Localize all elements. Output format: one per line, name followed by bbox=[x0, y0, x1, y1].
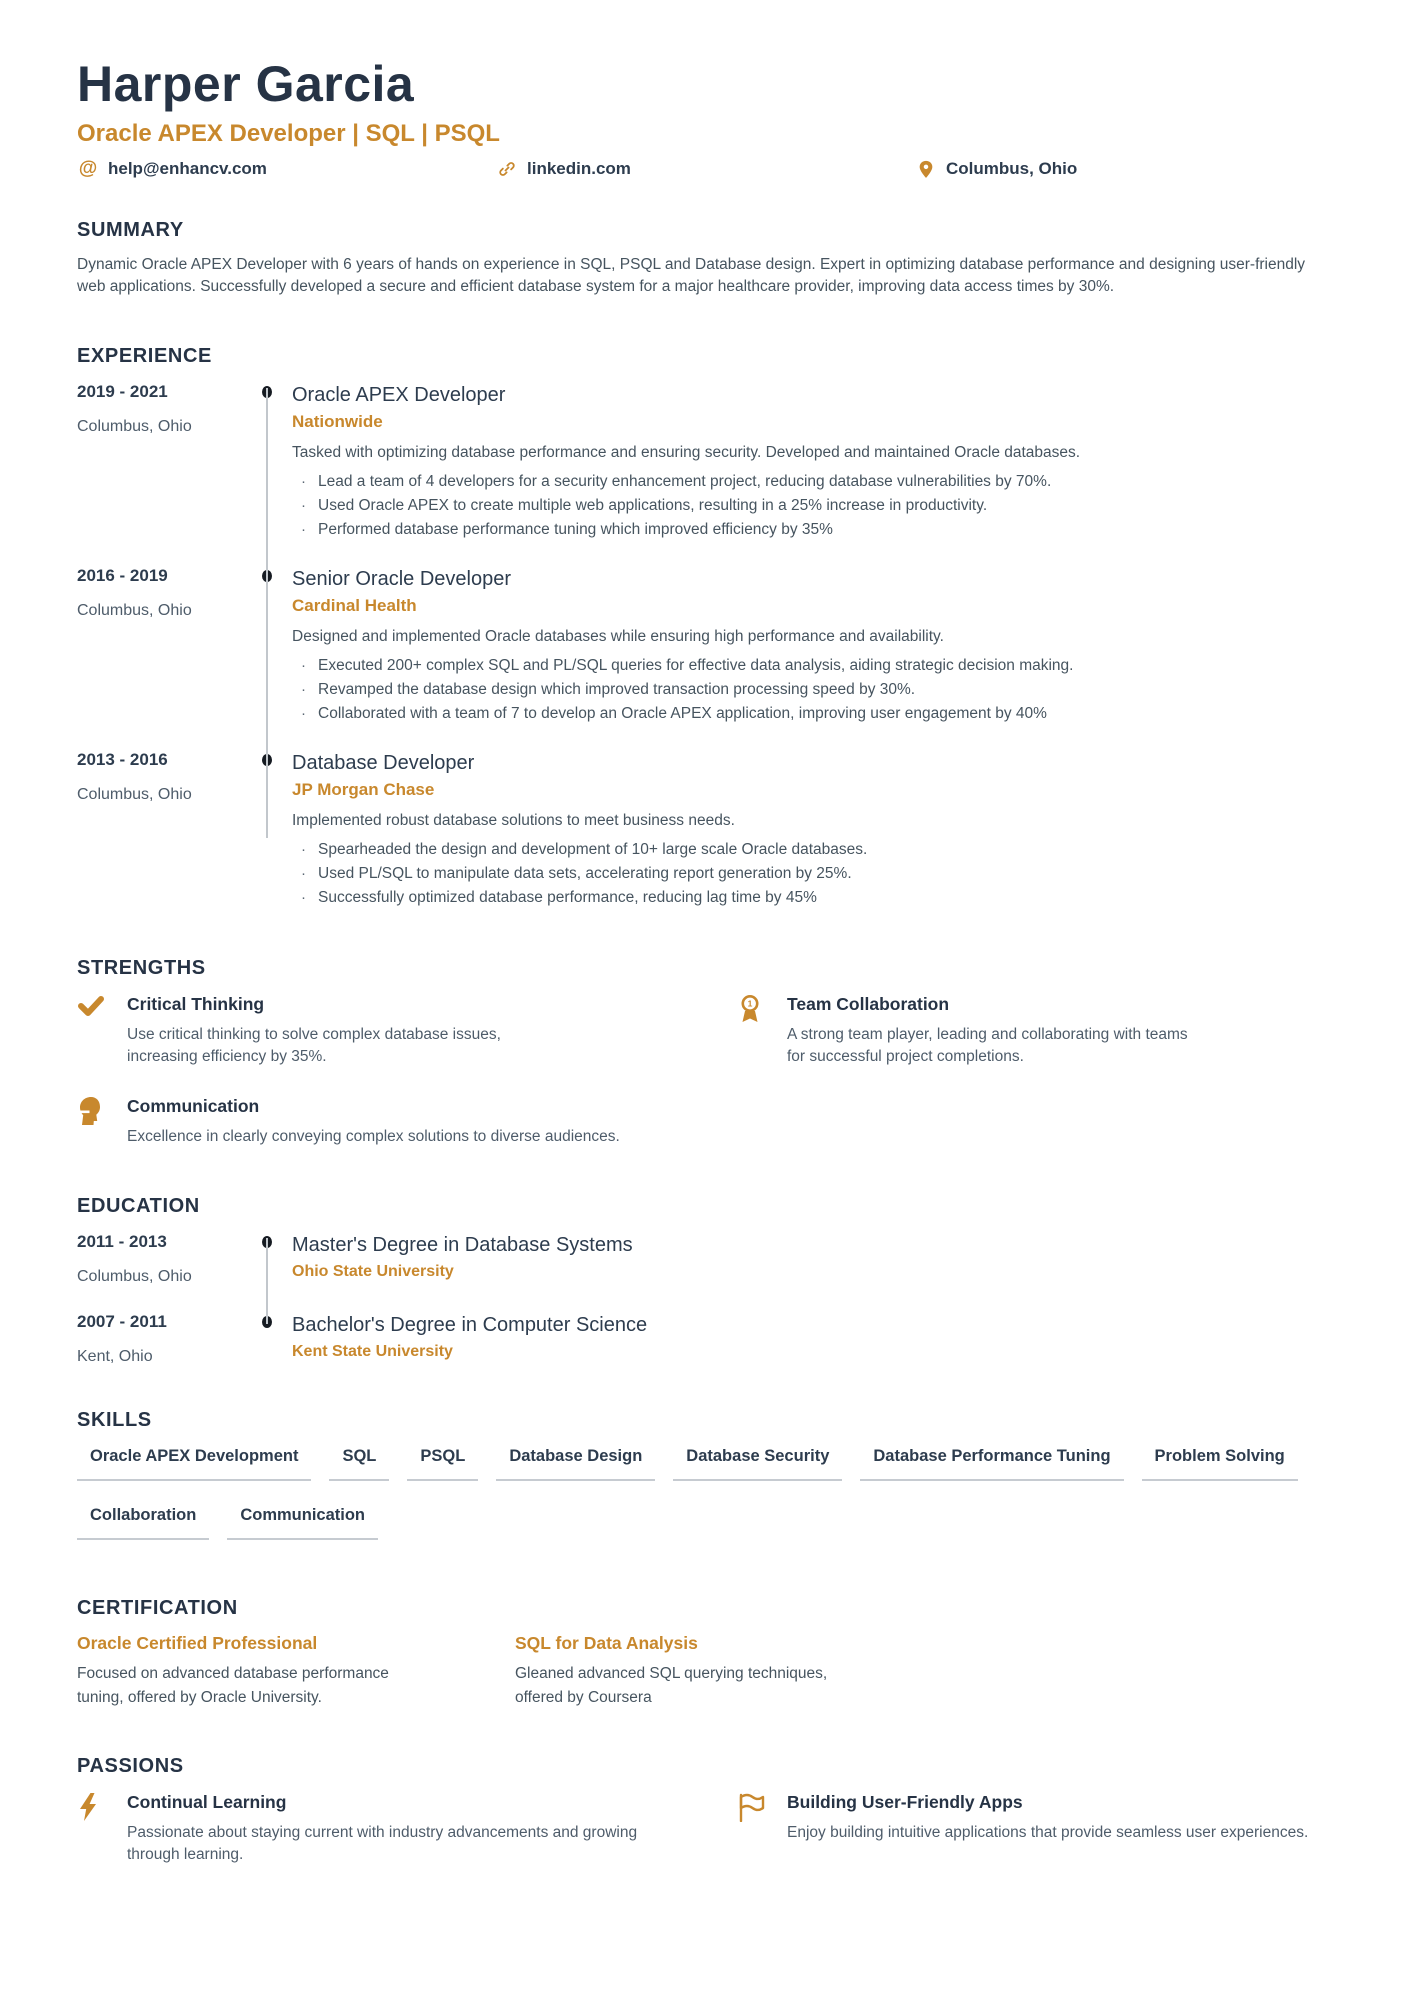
timeline-gutter bbox=[266, 566, 292, 726]
job-title: Senior Oracle Developer bbox=[292, 568, 511, 590]
strengths-heading: STRENGTHS bbox=[77, 957, 206, 979]
entry-location: Columbus, Ohio bbox=[77, 602, 192, 619]
job-description: Designed and implemented Oracle databases while ensuring high performance and availability. bbox=[292, 628, 944, 645]
degree-title: Master's Degree in Database Systems bbox=[292, 1234, 633, 1256]
svg-text:1: 1 bbox=[747, 998, 753, 1009]
strength-item bbox=[77, 992, 737, 1068]
strength-item bbox=[737, 992, 1333, 1068]
entry-meta bbox=[77, 1232, 266, 1288]
education-section bbox=[77, 1194, 1333, 1368]
experience-entries bbox=[77, 382, 1333, 910]
company-name: Cardinal Health bbox=[292, 596, 417, 615]
strength-description: A strong team player, leading and collaborating with teams for successful project completions. bbox=[787, 1026, 1188, 1065]
job-bullets bbox=[292, 654, 1333, 726]
job-title: Oracle APEX Developer bbox=[292, 384, 506, 406]
school-name: Kent State University bbox=[292, 1343, 453, 1360]
strength-body bbox=[127, 992, 737, 1068]
school-name: Ohio State University bbox=[292, 1263, 454, 1280]
certification-description: Gleaned advanced SQL querying techniques, offered by Coursera bbox=[515, 1665, 828, 1706]
skill-tag: Communication bbox=[227, 1505, 378, 1540]
flag-icon bbox=[737, 1790, 767, 1866]
passions-section bbox=[77, 1754, 1333, 1866]
strength-description: Excellence in clearly conveying complex solutions to diverse audiences. bbox=[127, 1128, 620, 1145]
entry-location: Columbus, Ohio bbox=[77, 1268, 192, 1285]
bullet-item: · Spearheaded the design and development of 10+ large scale Oracle databases. bbox=[292, 838, 1333, 862]
strength-title: Critical Thinking bbox=[127, 994, 265, 1014]
certification-description: Focused on advanced database performance tuning, offered by Oracle University. bbox=[77, 1665, 389, 1706]
strengths-grid bbox=[77, 992, 1333, 1148]
company-name: Nationwide bbox=[292, 412, 383, 431]
passion-item bbox=[77, 1790, 737, 1866]
skill-tag: Database Security bbox=[673, 1446, 842, 1481]
certification-item bbox=[77, 1632, 515, 1710]
check-icon bbox=[77, 992, 107, 1068]
experience-heading: EXPERIENCE bbox=[77, 345, 212, 367]
entry-meta bbox=[77, 566, 266, 726]
strength-title: Communication bbox=[127, 1096, 260, 1116]
bullet-marker: · bbox=[301, 841, 306, 858]
bullet-marker: · bbox=[301, 865, 306, 882]
certification-heading: CERTIFICATION bbox=[77, 1597, 238, 1619]
entry-dates: 2016 - 2019 bbox=[77, 566, 168, 585]
entry-meta bbox=[77, 750, 266, 910]
contact-linkedin-text: linkedin.com bbox=[527, 159, 631, 178]
degree-title: Bachelor's Degree in Computer Science bbox=[292, 1314, 648, 1336]
timeline-gutter bbox=[266, 382, 292, 542]
skill-tag: Database Performance Tuning bbox=[860, 1446, 1123, 1481]
passion-description: Enjoy building intuitive applications that provide seamless user experiences. bbox=[787, 1824, 1309, 1841]
strength-title: Team Collaboration bbox=[787, 994, 950, 1014]
entry-meta bbox=[77, 1312, 266, 1368]
timeline-line bbox=[266, 388, 268, 838]
job-title: Database Developer bbox=[292, 752, 475, 774]
summary-heading: SUMMARY bbox=[77, 219, 184, 241]
bullet-item: · Executed 200+ complex SQL and PL/SQL queries for effective data analysis, aiding strategic decision making. bbox=[292, 654, 1333, 678]
skills-heading: SKILLS bbox=[77, 1409, 152, 1431]
passion-body bbox=[787, 1790, 1333, 1866]
skills-section bbox=[77, 1408, 1333, 1540]
entry-body bbox=[292, 1232, 1333, 1288]
company-name: JP Morgan Chase bbox=[292, 780, 435, 799]
bullet-item: · Used PL/SQL to manipulate data sets, accelerating report generation by 25%. bbox=[292, 862, 1333, 886]
experience-section bbox=[77, 344, 1333, 910]
skill-tag: SQL bbox=[329, 1446, 389, 1481]
entry-body bbox=[292, 566, 1333, 726]
bolt-icon bbox=[77, 1790, 107, 1866]
bullet-marker: · bbox=[301, 521, 306, 538]
certification-grid bbox=[77, 1632, 1333, 1710]
skill-tag: Problem Solving bbox=[1142, 1446, 1298, 1481]
at-icon: @ bbox=[78, 158, 98, 179]
bullet-item: · Successfully optimized database performance, reducing lag time by 45% bbox=[292, 886, 1333, 910]
link-icon bbox=[496, 160, 518, 178]
bullet-marker: · bbox=[301, 705, 306, 722]
contact-email-text: help@enhancv.com bbox=[108, 159, 267, 178]
strengths-section bbox=[77, 956, 1333, 1148]
job-description: Tasked with optimizing database performance and ensuring security. Developed and maintained Oracle databases. bbox=[292, 444, 1081, 461]
entry-body bbox=[292, 1312, 1333, 1368]
bullet-marker: · bbox=[301, 889, 306, 906]
entry-dates: 2007 - 2011 bbox=[77, 1312, 167, 1331]
strength-description: Use critical thinking to solve complex database issues, increasing efficiency by 35%. bbox=[127, 1026, 501, 1065]
skill-tag: Collaboration bbox=[77, 1505, 209, 1540]
skill-tag: PSQL bbox=[407, 1446, 478, 1481]
bullet-item: · Lead a team of 4 developers for a security enhancement project, reducing database vulnerabilities by 70%. bbox=[292, 470, 1333, 494]
head-icon bbox=[77, 1094, 107, 1148]
person-name: Harper Garcia bbox=[77, 56, 415, 112]
entry-dates: 2019 - 2021 bbox=[77, 382, 168, 401]
resume-header bbox=[77, 56, 1333, 180]
entry-dates: 2011 - 2013 bbox=[77, 1232, 167, 1251]
entry-location: Kent, Ohio bbox=[77, 1348, 153, 1365]
strength-item bbox=[77, 1094, 737, 1148]
job-bullets bbox=[292, 838, 1333, 910]
education-heading: EDUCATION bbox=[77, 1195, 200, 1217]
passion-item bbox=[737, 1790, 1333, 1866]
bullet-marker: · bbox=[301, 657, 306, 674]
skills-row bbox=[77, 1446, 1333, 1481]
job-description: Implemented robust database solutions to meet business needs. bbox=[292, 812, 735, 829]
timeline-gutter bbox=[266, 1232, 292, 1288]
entry-dates: 2013 - 2016 bbox=[77, 750, 168, 769]
bullet-item: · Revamped the database design which improved transaction processing speed by 30%. bbox=[292, 678, 1333, 702]
contact-email[interactable] bbox=[77, 158, 496, 180]
bullet-marker: · bbox=[301, 473, 306, 490]
location-pin-icon bbox=[915, 160, 937, 179]
certification-item bbox=[515, 1632, 953, 1710]
skill-tag: Database Design bbox=[496, 1446, 655, 1481]
medal-icon bbox=[737, 992, 767, 1068]
job-headline: Oracle APEX Developer | SQL | PSQL bbox=[77, 120, 500, 147]
entry-location: Columbus, Ohio bbox=[77, 786, 192, 803]
job-bullets bbox=[292, 470, 1333, 542]
passions-grid bbox=[77, 1790, 1333, 1866]
passions-heading: PASSIONS bbox=[77, 1755, 184, 1777]
summary-section bbox=[77, 218, 1333, 298]
certification-title: SQL for Data Analysis bbox=[515, 1633, 698, 1653]
entry-body bbox=[292, 382, 1333, 542]
summary-text: Dynamic Oracle APEX Developer with 6 years of hands on experience in SQL, PSQL and Database design. Expert in optimizing database performance and designing user-friendly web applications. Successfully developed a secure and efficient database system for a major healthcare provider, improving data access times by 30%. bbox=[77, 256, 1306, 295]
passion-title: Continual Learning bbox=[127, 1792, 287, 1812]
strength-body bbox=[787, 992, 1333, 1068]
bullet-item: · Used Oracle APEX to create multiple web applications, resulting in a 25% increase in productivity. bbox=[292, 494, 1333, 518]
timeline-gutter bbox=[266, 1312, 292, 1368]
skill-tag: Oracle APEX Development bbox=[77, 1446, 311, 1481]
contact-location bbox=[915, 159, 1333, 179]
entry-location: Columbus, Ohio bbox=[77, 418, 192, 435]
passion-description: Passionate about staying current with industry advancements and growing through learning. bbox=[127, 1824, 638, 1863]
bullet-item: · Collaborated with a team of 7 to develop an Oracle APEX application, improving user engagement by 40% bbox=[292, 702, 1333, 726]
passion-body bbox=[127, 1790, 737, 1866]
passion-title: Building User-Friendly Apps bbox=[787, 1792, 1023, 1812]
skills-row bbox=[77, 1505, 1333, 1540]
contact-linkedin[interactable] bbox=[496, 159, 915, 179]
timeline-gutter bbox=[266, 750, 292, 910]
certification-section bbox=[77, 1596, 1333, 1710]
strength-body bbox=[127, 1094, 737, 1148]
bullet-item: · Performed database performance tuning which improved efficiency by 35% bbox=[292, 518, 1333, 542]
entry-body bbox=[292, 750, 1333, 910]
bullet-marker: · bbox=[301, 497, 306, 514]
timeline-line bbox=[266, 1238, 268, 1324]
education-entries bbox=[77, 1232, 1333, 1368]
certification-title: Oracle Certified Professional bbox=[77, 1633, 318, 1653]
contact-location-text: Columbus, Ohio bbox=[946, 159, 1078, 178]
contact-row bbox=[77, 158, 1333, 180]
entry-meta bbox=[77, 382, 266, 542]
bullet-marker: · bbox=[301, 681, 306, 698]
